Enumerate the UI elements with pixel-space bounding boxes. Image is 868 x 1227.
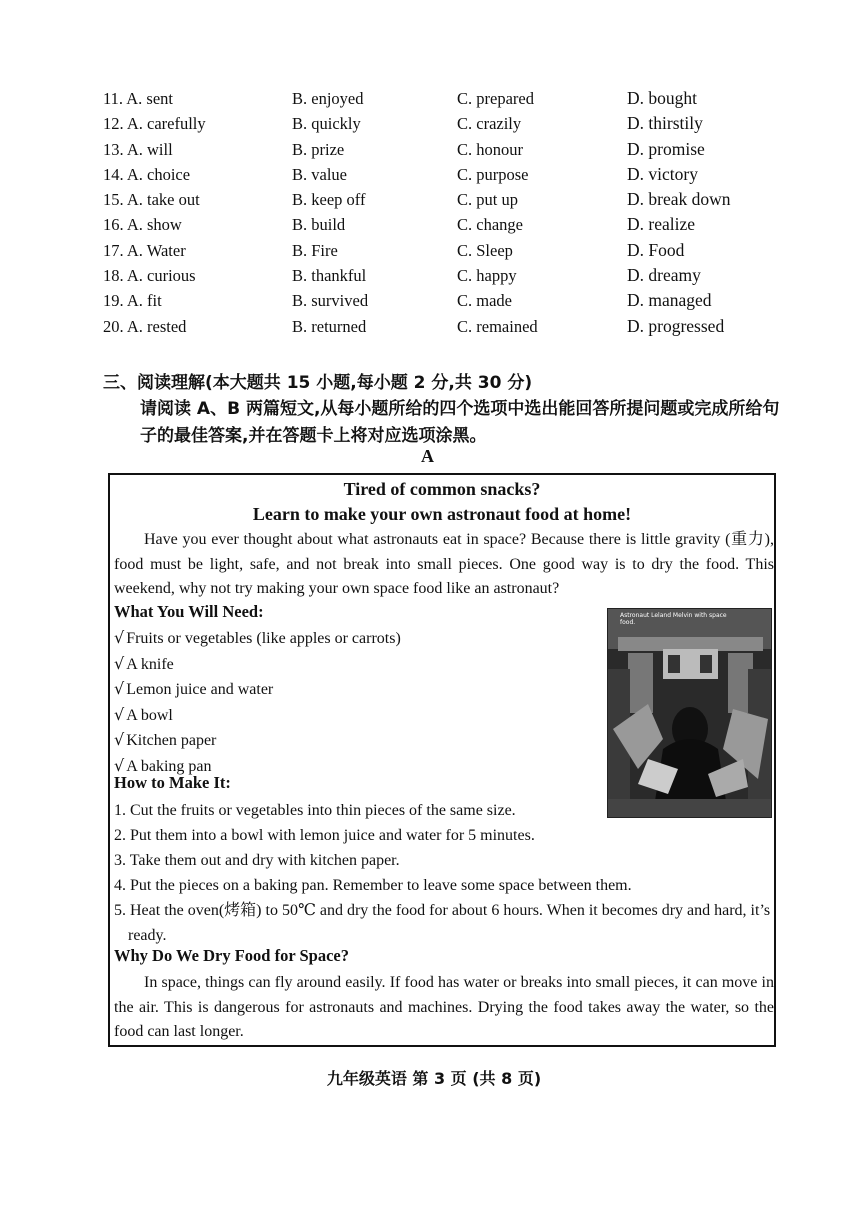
option-a: 13. A. will [103,139,173,159]
option-a: 11. A. sent [103,89,173,108]
option-c: C. purpose [457,164,529,184]
check-icon: √ [114,679,125,699]
option-d: D. promise [627,138,705,159]
option-row-19 [103,288,783,313]
option-row-13 [103,137,783,162]
list-item: √ A bowl [114,704,173,724]
step-item: 2. Put them into a bowl with lemon juice and water for 5 minutes. [114,827,535,844]
list-item: √ Fruits or vegetables (like apples or carrots) [114,628,401,647]
option-d: D. break down [627,189,731,210]
check-icon: √ [114,755,125,775]
need-heading: What You Will Need: [114,602,264,621]
check-icon: √ [114,704,125,724]
need-list [114,626,401,780]
option-a: 19. A. fit [103,291,162,311]
option-c: C. crazily [457,114,522,134]
option-c: C. made [457,291,512,311]
passage-letter: A [421,446,434,466]
option-b: B. returned [292,316,367,336]
option-a: 17. A. Water [103,240,186,260]
option-row-17 [103,238,783,263]
option-d: D. dreamy [627,265,701,286]
astronaut-photo-image [608,609,772,818]
step-item: 5. Heat the oven(烤箱) to 50℃ and dry the food for about 6 hours. When it becomes dry and hard, it’s ready. [114,902,771,944]
option-c: C. change [457,215,523,235]
step-item: 4. Put the pieces on a baking pan. Remember to leave some space between them. [114,877,632,894]
check-icon: √ [114,730,125,750]
option-row-15 [103,187,783,212]
list-item: √ A baking pan [114,755,212,775]
list-item: √ A knife [114,653,174,673]
steps-list [114,798,774,948]
option-b: B. survived [292,291,369,311]
option-row-16 [103,212,783,237]
option-a: 14. A. choice [103,164,191,184]
section-heading: 三、阅读理解(本大题共 15 小题,每小题 2 分,共 30 分) [103,373,533,393]
option-b: B. enjoyed [292,89,364,108]
check-icon: √ [114,628,125,647]
why-heading: Why Do We Dry Food for Space? [114,946,349,965]
option-row-12 [103,111,783,136]
option-a: 18. A. curious [103,266,196,286]
option-row-11 [103,86,783,111]
option-d: D. thirstily [627,113,703,134]
step-item: 3. Take them out and dry with kitchen paper. [114,852,400,869]
photo-caption: Astronaut Leland Melvin with space food. [620,612,727,626]
option-b: B. value [292,164,347,184]
passage-title: Tired of common snacks? [343,479,541,499]
option-b: B. build [292,215,346,235]
step-item: 1. Cut the fruits or vegetables into thin pieces of the same size. [114,802,516,819]
list-item: √ Kitchen paper [114,730,217,750]
passage-box [108,473,776,1047]
option-a: 20. A. rested [103,316,187,336]
passage-subtitle: Learn to make your own astronaut food at home! [252,504,632,524]
option-d: D. managed [627,290,712,311]
section-instructions: 请阅读 A、B 两篇短文,从每小题所给的四个选项中选出能回答所提问题或完成所给句子的最佳答案,并在答题卡上将对应选项涂黑。 [140,399,780,446]
option-d: D. victory [627,163,698,184]
option-b: B. Fire [292,240,338,260]
option-d: D. Food [627,239,685,260]
option-b: B. prize [292,139,345,159]
option-b: B. quickly [292,114,361,134]
option-b: B. keep off [292,190,366,210]
option-c: C. Sleep [457,240,513,260]
option-a: 12. A. carefully [103,114,206,134]
check-icon: √ [114,653,125,673]
list-item: √ Lemon juice and water [114,679,274,699]
option-d: D. progressed [627,315,725,336]
how-heading: How to Make It: [114,773,231,792]
option-c: C. prepared [457,89,534,108]
option-d: D. bought [627,88,697,108]
option-a: 16. A. show [103,215,182,235]
astronaut-photo [607,608,772,818]
option-row-18 [103,263,783,288]
option-b: B. thankful [292,266,367,286]
option-c: C. honour [457,139,523,159]
why-paragraph: In space, things can fly around easily. If food has water or breaks into small pieces, it can move in the air. This is dangerous for astronauts and machines. Drying the food takes away the water, so the food can last longer. [114,974,774,1040]
answer-options [103,86,783,339]
intro-paragraph: Have you ever thought about what astronauts eat in space? Because there is little gravity (重力), food must be light, safe, and not break into small pieces. One good way is to dry the food. This weekend, why not try making your own space food like an astronaut? [114,531,774,597]
page-footer: 九年级英语 第 3 页 (共 8 页) [326,1069,542,1088]
option-row-14 [103,162,783,187]
option-a: 15. A. take out [103,190,200,210]
option-c: C. put up [457,190,518,210]
option-d: D. realize [627,214,696,235]
option-row-20 [103,314,783,339]
option-c: C. remained [457,316,538,336]
option-c: C. happy [457,266,517,286]
